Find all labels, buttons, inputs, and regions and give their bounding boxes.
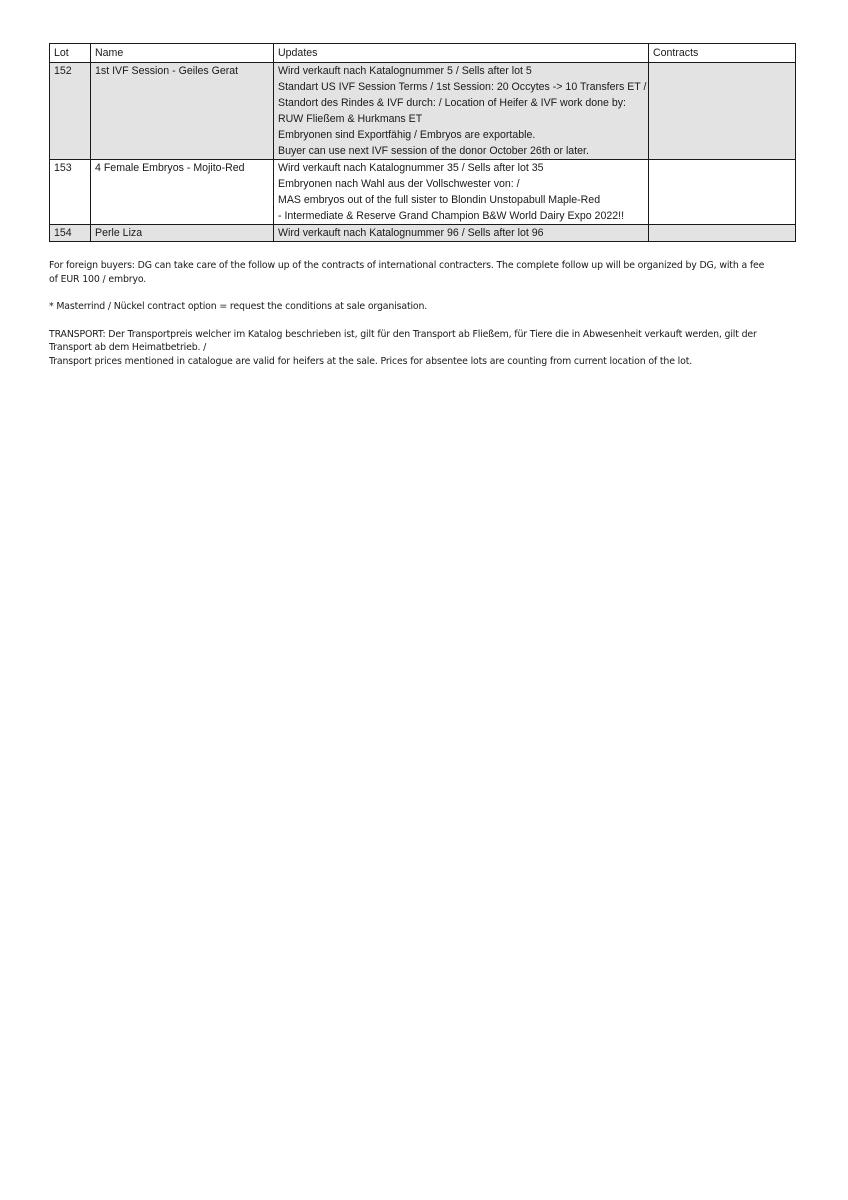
update-line: Embryonen sind Exportfähig / Embryos are exportable. — [278, 129, 536, 141]
footnotes — [49, 259, 795, 368]
lot-updates — [274, 225, 649, 242]
lots-table — [49, 43, 796, 242]
header-name: Name — [91, 44, 274, 63]
note-line: * Masterrind / Nückel contract option = request the conditions at sale organisation. — [49, 301, 428, 312]
masterrind-note — [49, 300, 795, 314]
update-line: RUW Fließem & Hurkmans ET — [278, 113, 423, 125]
table-row — [50, 225, 796, 242]
lot-updates — [274, 160, 649, 225]
note-line: of EUR 100 / embryo. — [49, 273, 147, 285]
header-updates: Updates — [274, 44, 649, 63]
note-line: TRANSPORT: Der Transportpreis welcher im Katalog beschrieben ist, gilt für den Transport ab Fließem, für Tiere die in Abwesenheit verkauft werden, gilt der — [49, 328, 757, 340]
lot-contracts — [649, 160, 796, 225]
lot-number: 152 — [50, 63, 91, 160]
lot-name: 1st IVF Session - Geiles Gerat — [91, 63, 274, 160]
lot-number: 153 — [50, 160, 91, 225]
table-header-row — [50, 44, 796, 63]
update-line: Wird verkauft nach Katalognummer 96 / Sells after lot 96 — [278, 227, 544, 239]
update-line: Embryonen nach Wahl aus der Vollschwester von: / — [278, 178, 520, 190]
note-line: Transport ab dem Heimatbetrieb. / — [49, 342, 207, 353]
update-line: Wird verkauft nach Katalognummer 5 / Sells after lot 5 — [278, 65, 532, 77]
lot-name: Perle Liza — [91, 225, 274, 242]
lot-contracts — [649, 63, 796, 160]
note-line: For foreign buyers: DG can take care of the follow up of the contracts of international contracters. The complete follow up will be organized by DG, with a fee — [49, 260, 765, 271]
foreign-buyers-note — [49, 259, 795, 286]
note-line: Transport prices mentioned in catalogue are valid for heifers at the sale. Prices for absentee lots are counting from current location of the lot. — [49, 355, 693, 367]
transport-note — [49, 328, 795, 369]
lot-name: 4 Female Embryos - Mojito-Red — [91, 160, 274, 225]
catalogue-page — [49, 43, 795, 382]
update-line: Standart US IVF Session Terms / 1st Session: 20 Occytes -> 10 Transfers ET / — [278, 81, 647, 93]
header-lot: Lot — [50, 44, 91, 63]
lot-updates — [274, 63, 649, 160]
table-row — [50, 160, 796, 225]
update-line: - Intermediate & Reserve Grand Champion B&W World Dairy Expo 2022!! — [278, 210, 625, 222]
lot-number: 154 — [50, 225, 91, 242]
header-contracts: Contracts — [649, 44, 796, 63]
update-line: Buyer can use next IVF session of the donor October 26th or later. — [278, 145, 589, 157]
update-line: MAS embryos out of the full sister to Blondin Unstopabull Maple-Red — [278, 194, 601, 206]
table-row — [50, 63, 796, 160]
lot-contracts — [649, 225, 796, 242]
update-line: Standort des Rindes & IVF durch: / Location of Heifer & IVF work done by: — [278, 97, 627, 109]
update-line: Wird verkauft nach Katalognummer 35 / Sells after lot 35 — [278, 162, 544, 174]
